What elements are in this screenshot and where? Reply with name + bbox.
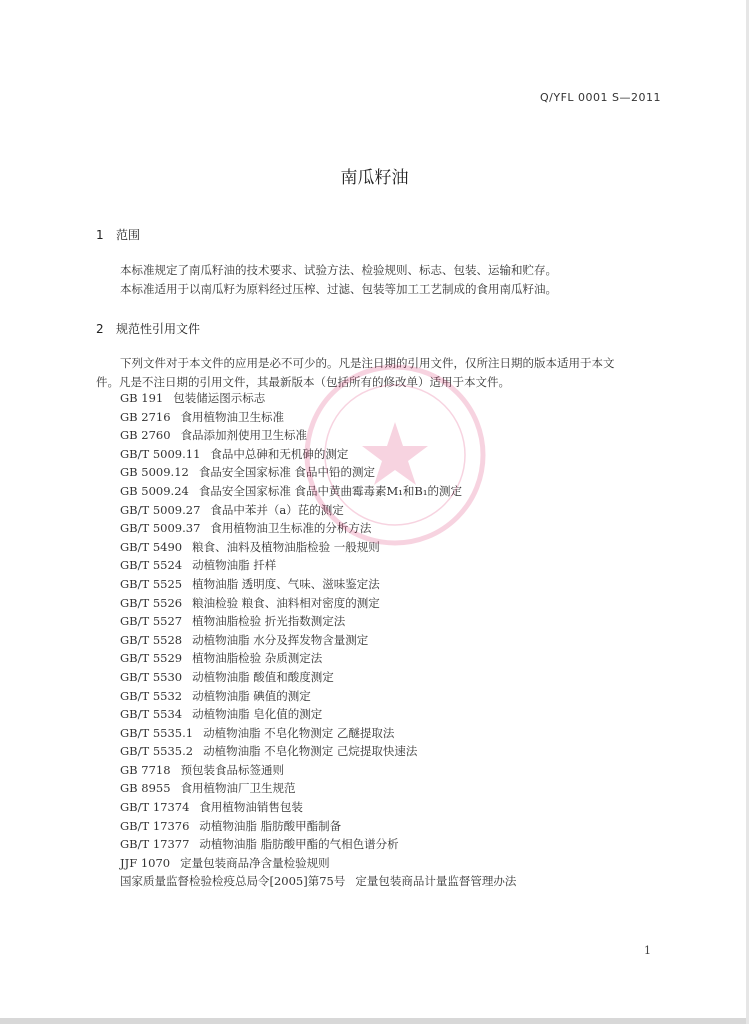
scope-paragraph: 本标准规定了南瓜籽油的技术要求、试验方法、检验规则、标志、包装、运输和贮存。 <box>120 263 557 277</box>
reference-title: 预包装食品标签通则 <box>180 762 285 777</box>
reference-code: GB/T 5530 <box>120 669 183 684</box>
reference-code: GB/T 5524 <box>120 558 183 573</box>
reference-item <box>120 742 516 761</box>
reference-title: 食用植物油卫生标准的分析方法 <box>210 521 372 536</box>
reference-code: GB 191 <box>120 391 164 405</box>
reference-title: 动植物油脂 皂化值的测定 <box>192 707 323 722</box>
intro-line: 件。凡是不注日期的引用文件，其最新版本（包括所有的修改单）适用于本文件。 <box>96 375 510 389</box>
reference-title: 动植物油脂 酸值和酸度测定 <box>192 669 334 684</box>
page-number: 1 <box>644 944 651 957</box>
reference-title: 粮油检验 粮食、油料相对密度的测定 <box>192 595 380 610</box>
scan-edge-bottom <box>0 1018 749 1024</box>
reference-item <box>120 445 516 464</box>
reference-item <box>120 482 516 501</box>
reference-item <box>120 798 516 817</box>
reference-code: GB/T 5529 <box>120 651 183 666</box>
reference-code: 国家质量监督检验检疫总局令[2005]第75号 <box>120 874 346 889</box>
reference-item <box>120 724 516 743</box>
section-number: 2 <box>96 322 104 336</box>
reference-code: GB/T 17377 <box>120 837 190 852</box>
reference-item <box>120 779 516 798</box>
reference-code: GB 7718 <box>120 762 171 777</box>
document-title: 南瓜籽油 <box>340 168 409 188</box>
reference-list <box>120 389 516 891</box>
reference-title: 动植物油脂 脂肪酸甲酯的气相色谱分析 <box>199 837 399 852</box>
section-title: 范围 <box>116 228 141 242</box>
section-number: 1 <box>96 228 104 242</box>
reference-item <box>120 408 516 427</box>
reference-item <box>120 612 516 631</box>
reference-code: GB 2760 <box>120 428 171 443</box>
reference-item <box>120 389 516 408</box>
reference-title: 动植物油脂 碘值的测定 <box>192 688 311 703</box>
reference-title: 包装储运图示标志 <box>173 391 266 405</box>
reference-code: GB 8955 <box>120 781 171 796</box>
reference-code: GB/T 5528 <box>120 632 183 647</box>
reference-code: GB/T 17376 <box>120 818 190 833</box>
reference-code: GB/T 5534 <box>120 707 183 722</box>
reference-code: GB/T 5525 <box>120 576 183 591</box>
section-heading-normative-references <box>96 320 200 337</box>
reference-code: GB/T 5535.1 <box>120 725 194 740</box>
reference-title: 食用植物油厂卫生规范 <box>180 781 296 796</box>
scope-paragraph: 本标准适用于以南瓜籽为原料经过压榨、过滤、包装等加工工艺制成的食用南瓜籽油。 <box>120 282 557 296</box>
references-intro <box>96 354 666 392</box>
reference-title: 食品中苯并（a）芘的测定 <box>210 502 344 517</box>
reference-item <box>120 463 516 482</box>
reference-item <box>120 631 516 650</box>
reference-item <box>120 705 516 724</box>
reference-item <box>120 835 516 854</box>
reference-item <box>120 687 516 706</box>
reference-title: 定量包装商品净含量检验规则 <box>180 855 330 870</box>
reference-item <box>120 872 516 891</box>
reference-item <box>120 854 516 873</box>
reference-title: 植物油脂检验 杂质测定法 <box>192 651 323 666</box>
reference-code: GB/T 5490 <box>120 539 183 554</box>
reference-code: GB/T 5535.2 <box>120 744 194 759</box>
section-title: 规范性引用文件 <box>116 322 201 336</box>
reference-code: GB/T 5009.37 <box>120 521 201 536</box>
reference-title: 食品中总砷和无机砷的测定 <box>210 446 349 461</box>
reference-item <box>120 761 516 780</box>
reference-title: 定量包装商品计量监督管理办法 <box>355 874 517 889</box>
reference-title: 食用植物油销售包装 <box>199 800 303 815</box>
reference-title: 植物油脂 透明度、气味、滋味鉴定法 <box>192 576 380 591</box>
reference-item <box>120 426 516 445</box>
reference-code: GB/T 17374 <box>120 800 190 815</box>
reference-title: 动植物油脂 脂肪酸甲酯制备 <box>199 818 342 833</box>
reference-item <box>120 594 516 613</box>
reference-code: GB/T 5532 <box>120 688 183 703</box>
reference-item <box>120 501 516 520</box>
reference-code: GB/T 5527 <box>120 614 183 629</box>
document-code: Q/YFL 0001 S—2011 <box>539 91 661 104</box>
reference-title: 动植物油脂 不皂化物测定 己烷提取快速法 <box>203 744 418 759</box>
reference-item <box>120 538 516 557</box>
reference-item <box>120 519 516 538</box>
reference-code: JJF 1070 <box>120 855 171 870</box>
reference-item <box>120 668 516 687</box>
reference-code: GB 5009.24 <box>120 483 189 498</box>
reference-item <box>120 556 516 575</box>
reference-item <box>120 649 516 668</box>
reference-title: 动植物油脂 扦样 <box>192 558 277 573</box>
reference-code: GB/T 5009.27 <box>120 502 201 517</box>
reference-title: 食品安全国家标准 食品中黄曲霉毒素M₁和B₁的测定 <box>198 483 462 498</box>
reference-title: 食品安全国家标准 食品中铅的测定 <box>198 465 376 480</box>
scope-paragraphs <box>96 261 666 299</box>
reference-title: 动植物油脂 不皂化物测定 乙醚提取法 <box>203 725 395 740</box>
section-heading-scope <box>96 226 140 243</box>
reference-code: GB/T 5526 <box>120 595 183 610</box>
reference-code: GB 5009.12 <box>120 465 189 480</box>
reference-title: 食品添加剂使用卫生标准 <box>180 428 308 443</box>
reference-title: 粮食、油料及植物油脂检验 一般规则 <box>192 539 380 554</box>
intro-line: 下列文件对于本文件的应用是必不可少的。凡是注日期的引用文件，仅所注日期的版本适用于本文 <box>120 356 615 370</box>
reference-title: 植物油脂检验 折光指数测定法 <box>192 614 346 629</box>
reference-item <box>120 817 516 836</box>
reference-code: GB/T 5009.11 <box>120 446 201 461</box>
reference-code: GB 2716 <box>120 409 171 424</box>
reference-title: 食用植物油卫生标准 <box>180 409 285 424</box>
reference-title: 动植物油脂 水分及挥发物含量测定 <box>192 632 369 647</box>
reference-item <box>120 575 516 594</box>
